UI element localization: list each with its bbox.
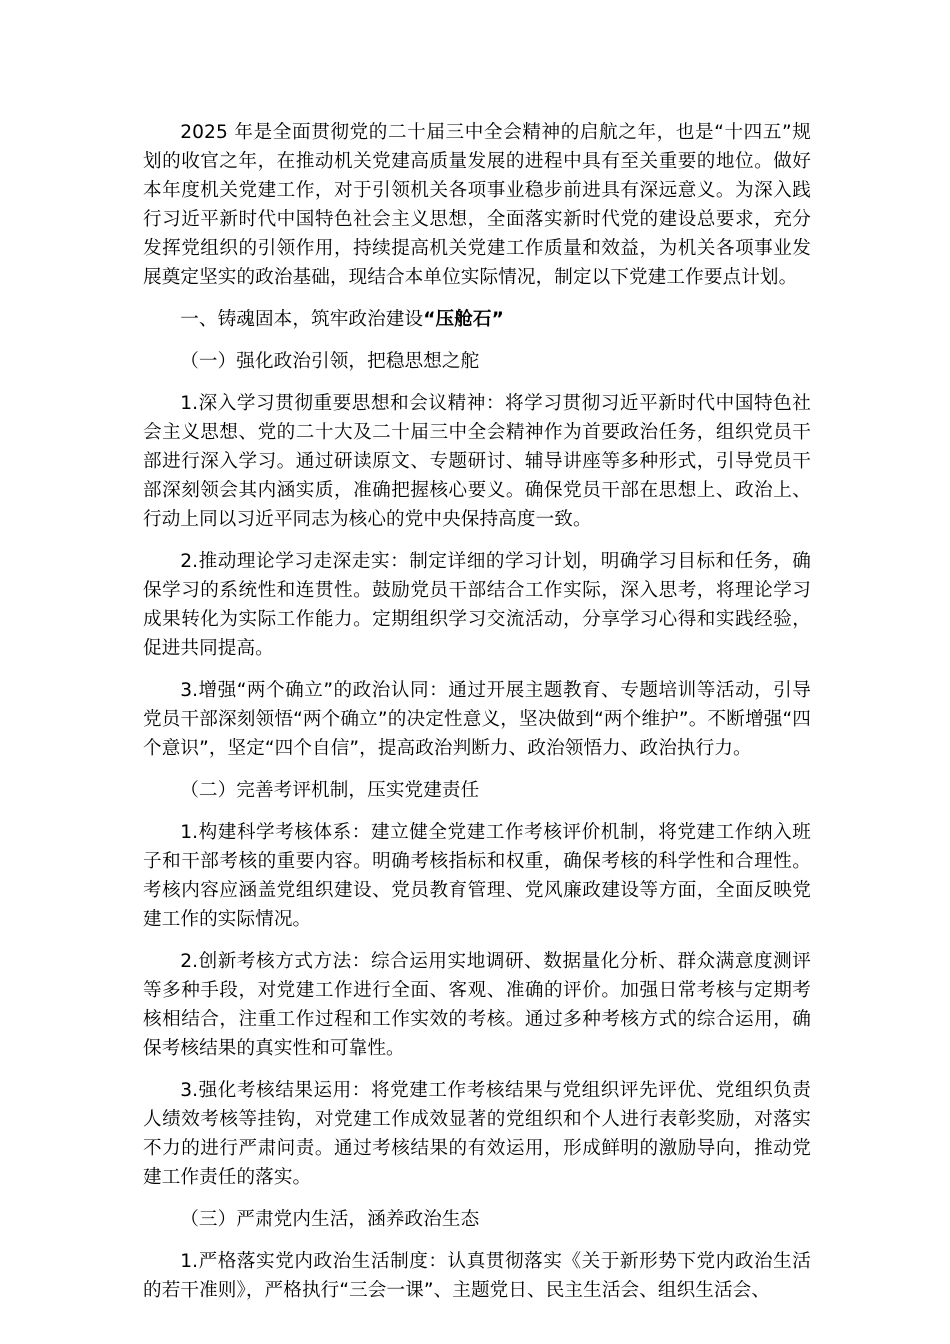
subsection-1-heading: （一）强化政治引领，把稳思想之舵 (180, 351, 480, 372)
intro-paragraph: 2025 年是全面贯彻党的二十届三中全会精神的启航之年，也是“十四五”规划的收官之年，在推动机关党建高质量发展的进程中具有至关重要的地位。做好本年度机关党建工作，对于引领机关各项事业稳步前进具有深远意义。为深入践行习近平新时代中国特色社会主义思想，全面落实新时代党的建设总要求，充分发挥党组织的引领作用，持续提高机关党建工作质量和效益，为机关各项事业发展奠定坚实的政治基础，现结合本单位实际情况，制定以下党建工作要点计划。 (143, 122, 811, 288)
section-1-title: 一、铸魂固本，筑牢政治建设 (180, 309, 424, 330)
document-page (143, 118, 811, 1305)
subsection-2-item-3: 3.强化考核结果运用：将党建工作考核结果与党组织评先评优、党组织负责人绩效考核等挂钩，对党建工作成效显著的党组织和个人进行表彰奖励，对落实不力的进行严肃问责。通过考核结果的有效运用，形成鲜明的激励导向，推动党建工作责任的落实。 (143, 1080, 811, 1188)
subsection-2-heading: （二）完善考评机制，压实党建责任 (180, 780, 480, 801)
subsection-3-item-1: 1.严格落实党内政治生活制度：认真贯彻落实《关于新形势下党内政治生活的若干准则》，严格执行“三会一课”、主题党日、民主生活会、组织生活会、 (143, 1251, 811, 1301)
subsection-1-item-1: 1.深入学习贯彻重要思想和会议精神：将学习贯彻习近平新时代中国特色社会主义思想、党的二十大及二十届三中全会精神作为首要政治任务，组织党员干部进行深入学习。通过研读原文、专题研讨、辅导讲座等多种形式，引导党员干部深刻领会其内涵实质，准确把握核心要义。确保党员干部在思想上、政治上、行动上同以习近平同志为核心的党中央保持高度一致。 (143, 393, 811, 530)
section-1-heading (143, 305, 811, 334)
subsection-2-item-1: 1.构建科学考核体系：建立健全党建工作考核评价机制，将党建工作纳入班子和干部考核的重要内容。明确考核指标和权重，确保考核的科学性和合理性。考核内容应涵盖党组织建设、党员教育管理、党风廉政建设等方面，全面反映党建工作的实际情况。 (143, 822, 811, 930)
subsection-3-heading: （三）严肃党内生活，涵养政治生态 (180, 1209, 480, 1230)
section-1-title-quote: “压舱石” (423, 309, 504, 330)
subsection-2-item-2: 2.创新考核方式方法：综合运用实地调研、数据量化分析、群众满意度测评等多种手段，对党建工作进行全面、客观、准确的评价。加强日常考核与定期考核相结合，注重工作过程和工作实效的考核。通过多种考核方式的综合运用，确保考核结果的真实性和可靠性。 (143, 951, 811, 1059)
subsection-1-item-2: 2.推动理论学习走深走实：制定详细的学习计划，明确学习目标和任务，确保学习的系统性和连贯性。鼓励党员干部结合工作实际，深入思考，将理论学习成果转化为实际工作能力。定期组织学习交流活动，分享学习心得和实践经验，促进共同提高。 (143, 551, 811, 659)
subsection-1-item-3: 3.增强“两个确立”的政治认同：通过开展主题教育、专题培训等活动，引导党员干部深刻领悟“两个确立”的决定性意义，坚决做到“两个维护”。不断增强“四个意识”，坚定“四个自信”，提高政治判断力、政治领悟力、政治执行力。 (143, 680, 811, 759)
